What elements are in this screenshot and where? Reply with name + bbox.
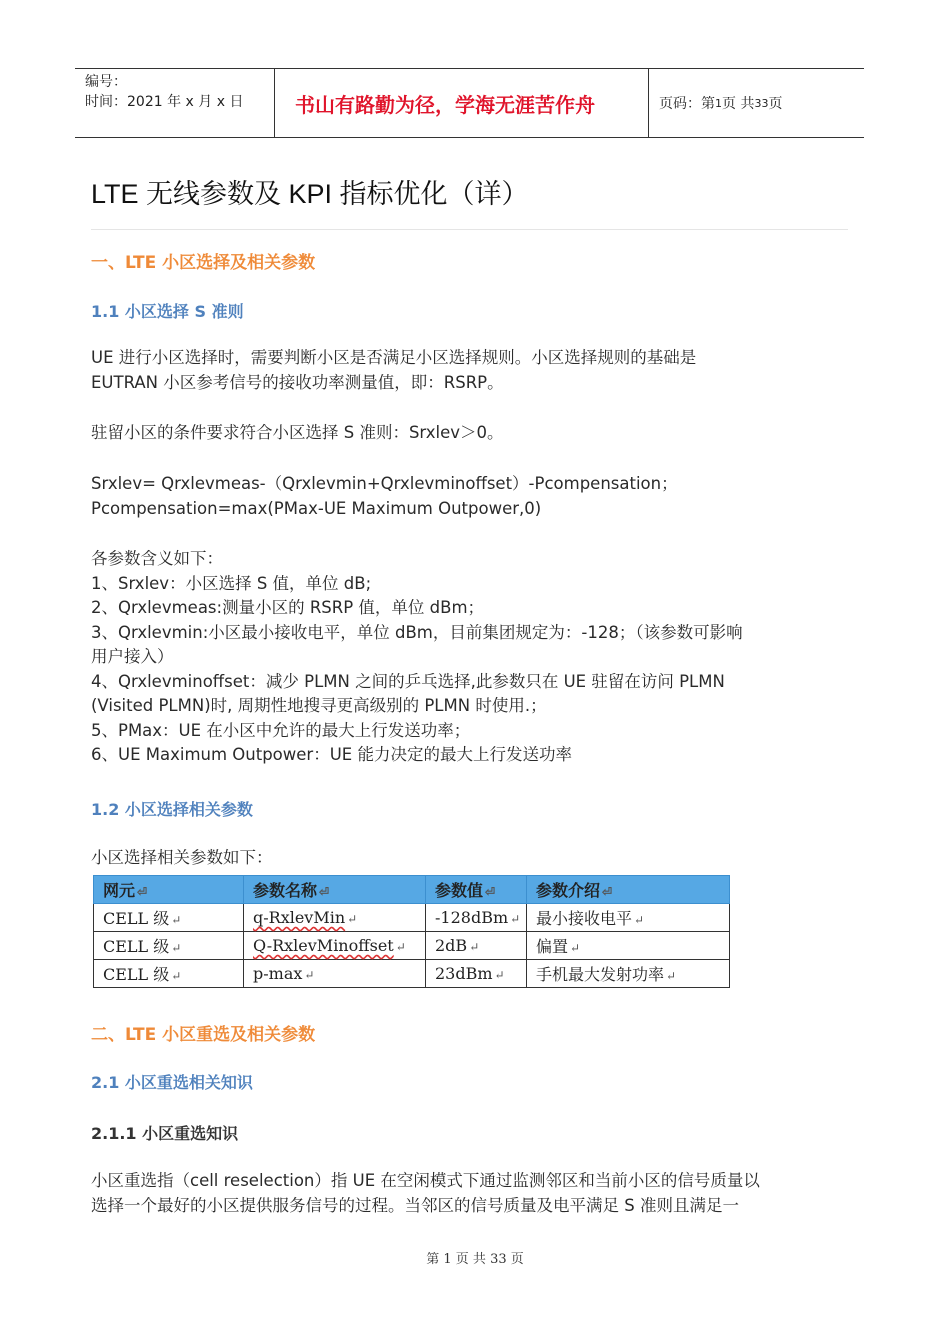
table-header-cell: 网元 ⏎: [94, 876, 244, 904]
table-cell: CELL 级 ↵: [94, 904, 244, 932]
table-cell: CELL 级 ↵: [94, 932, 244, 960]
table-header-cell: 参数介绍 ⏎: [527, 876, 730, 904]
header-motto: 书山有路勤为径，学海无涯苦作舟: [275, 69, 649, 137]
header-page-end: 页: [768, 96, 783, 112]
table-cell: q-RxlevMin ↵: [244, 904, 426, 932]
list-intro: 各参数含义如下：: [91, 549, 223, 568]
table-row: [94, 960, 730, 988]
footer-page-number: 1: [443, 1252, 452, 1267]
header-number-label: 编号：: [85, 74, 127, 90]
table-cell: 最小接收电平 ↵: [527, 904, 730, 932]
paragraph-s-criterion: [91, 421, 851, 446]
paragraph-line: 驻留小区的条件要求符合小区选择 S 准则：Srxlev＞0。: [91, 423, 504, 442]
header-page-total: 33: [754, 96, 769, 110]
page-footer: [0, 1248, 950, 1267]
list-item: 3、Qrxlevmin:小区最小接收电平，单位 dBm，目前集团规定为：-128；（该参数可影响: [91, 622, 743, 642]
header-page-number: 1: [715, 96, 722, 110]
footer-end: 页: [510, 1252, 524, 1267]
footer-page-total: 33: [490, 1252, 507, 1267]
list-item: 5、PMax：UE 在小区中允许的最大上行发送功率；: [91, 720, 471, 740]
footer-pre: 第: [426, 1252, 440, 1267]
paragraph-reselection: [91, 1169, 851, 1218]
header-time-label: 时间：2021 年 x 月 x 日: [85, 94, 244, 110]
paragraph-line: UE 进行小区选择时，需要判断小区是否满足小区选择规则。小区选择规则的基础是: [91, 348, 697, 367]
section-1-1-heading: 1.1 小区选择 S 准则: [91, 302, 244, 321]
paragraph-line: 小区重选指（cell reselection）指 UE 在空闲模式下通过监测邻区和当前小区的信号质量以: [91, 1171, 760, 1190]
page-header: [75, 68, 864, 138]
table-cell: 2dB ↵: [426, 932, 527, 960]
table-header-cell: 参数值 ⏎: [426, 876, 527, 904]
table-intro: [91, 846, 851, 871]
list-item: 6、UE Maximum Outpower：UE 能力决定的最大上行发送功率: [91, 745, 572, 764]
list-item: 用户接入）: [91, 647, 174, 666]
list-item: 1、Srxlev：小区选择 S 值，单位 dB;: [91, 573, 372, 593]
table-header-cell: 参数名称 ⏎: [244, 876, 426, 904]
table-row: [94, 932, 730, 960]
paragraph-line: EUTRAN 小区参考信号的接收功率测量值，即：RSRP。: [91, 372, 504, 392]
list-item: (Visited PLMN)时, 周期性地搜寻更高级别的 PLMN 时使用.；: [91, 696, 547, 715]
paragraph-formula: [91, 472, 851, 521]
section-1-2-heading: 1.2 小区选择相关参数: [91, 800, 253, 819]
section-2-1-heading: 2.1 小区重选相关知识: [91, 1073, 253, 1092]
table-header-row: [94, 876, 730, 904]
document-title: LTE 无线参数及 KPI 指标优化（详）: [91, 179, 529, 209]
header-page-label: 页码：第: [659, 96, 715, 112]
table-cell: -128dBm ↵: [426, 904, 527, 932]
footer-mid: 页 共: [455, 1252, 486, 1267]
paragraph-line: 小区选择相关参数如下：: [91, 848, 273, 867]
section-1-heading: 一、LTE 小区选择及相关参数: [91, 253, 316, 273]
table-cell: p-max ↵: [244, 960, 426, 988]
list-item: 2、Qrxlevmeas:测量小区的 RSRP 值，单位 dBm；: [91, 598, 485, 617]
table-cell: 23dBm ↵: [426, 960, 527, 988]
paragraph-cell-selection-intro: [91, 346, 851, 395]
section-2-heading: 二、LTE 小区重选及相关参数: [91, 1025, 316, 1045]
table-row: [94, 904, 730, 932]
formula-line: Srxlev= Qrxlevmeas-（Qrxlevmin+Qrxlevminoffset）-Pcompensation；: [91, 474, 678, 493]
list-item: 4、Qrxlevminoffset：减少 PLMN 之间的乒乓选择,此参数只在 UE 驻留在访问 PLMN: [91, 671, 725, 691]
table-cell: 手机最大发射功率 ↵: [527, 960, 730, 988]
paragraph-line: 选择一个最好的小区提供服务信号的过程。当邻区的信号质量及电平满足 S 准则且满足一: [91, 1195, 739, 1215]
table-cell: CELL 级 ↵: [94, 960, 244, 988]
cell-selection-params-table: [93, 875, 730, 988]
table-cell: Q-RxlevMinoffset ↵: [244, 932, 426, 960]
header-page-info: [649, 69, 864, 137]
formula-line: Pcompensation=max(PMax-UE Maximum Outpower,0): [91, 498, 542, 518]
parameter-list: [91, 547, 851, 768]
header-page-mid: 页 共: [722, 96, 755, 112]
header-meta: [75, 69, 275, 137]
section-2-1-1-heading: 2.1.1 小区重选知识: [91, 1124, 239, 1143]
table-cell: 偏置 ↵: [527, 932, 730, 960]
title-divider: [91, 229, 848, 230]
